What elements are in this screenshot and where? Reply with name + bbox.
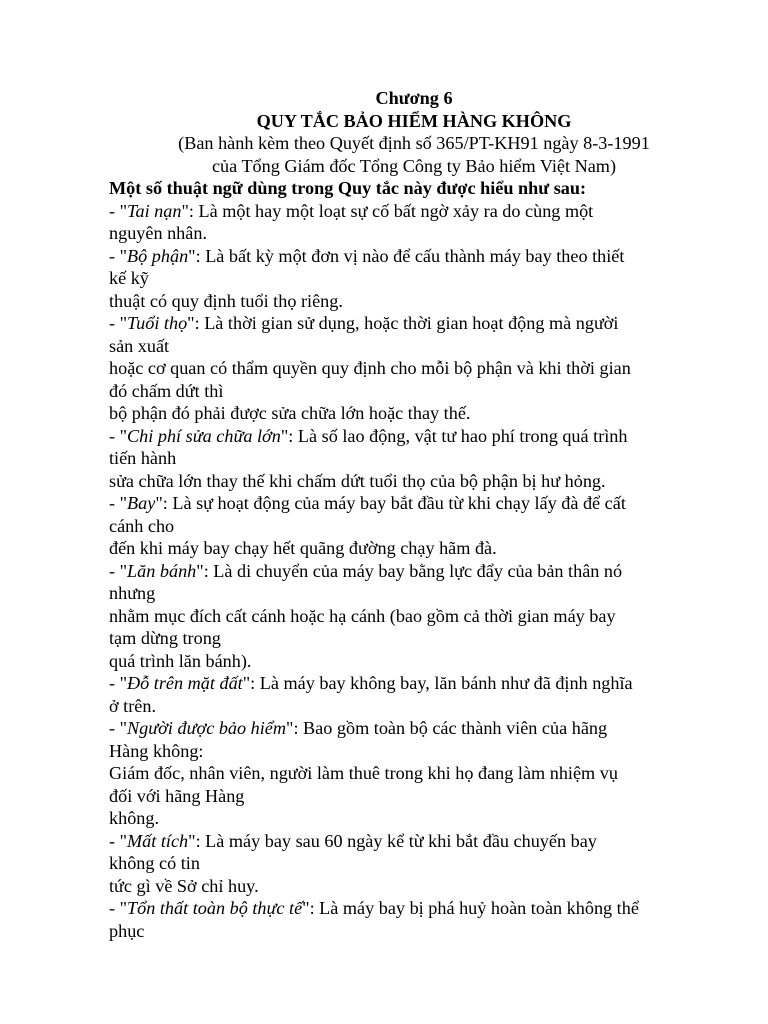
term-nguoi-duoc-bao-hiem: Người được bảo hiểm — [127, 718, 287, 738]
term-chi-phi-sua-chua-lon: Chi phí sửa chữa lớn — [127, 425, 281, 446]
term-bay: Bay — [127, 493, 156, 513]
definition-text: tức gì về Sở chỉ huy. — [109, 875, 259, 896]
definition-text: đó chấm dứt thì — [109, 380, 224, 401]
definition-mat-tich: - "Mất tích": Là máy bay sau 60 ngày kể từ khi bắt đầu chuyến bay — [109, 830, 597, 851]
definition-text: quá trình lăn bánh). — [109, 650, 252, 671]
definition-text: tạm dừng trong — [109, 628, 221, 648]
definition-text: ": Là số lao động, vật tư hao phí trong quá trình — [280, 425, 628, 446]
definition-text: đối với hãng Hàng — [109, 785, 245, 806]
definition-lan-banh: - "Lăn bánh": Là di chuyển của máy bay bằng lực đẩy của bản thân nó — [109, 560, 623, 581]
definition-text: ": Là máy bay không bay, lăn bánh như đã định nghĩa — [242, 673, 633, 693]
definition-text: sửa chữa lớn thay thế khi chấm dứt tuổi thọ của bộ phận bị hư hỏng. — [109, 470, 606, 491]
term-mat-tich: Mất tích — [127, 830, 189, 851]
definition-text: cánh cho — [109, 515, 175, 536]
definition-text: ": Bao gồm toàn bộ các thành viên của hãng — [286, 718, 608, 738]
definition-ton-that-toan-bo-thuc-te: - "Tổn thất toàn bộ thực tế": Là máy bay bị phá huỷ hoàn toàn không thể — [109, 898, 639, 918]
definition-text: hoặc cơ quan có thẩm quyền quy định cho mỗi bộ phận và khi thời gian — [109, 358, 631, 378]
definition-bay: - "Bay": Là sự hoạt động của máy bay bắt đầu từ khi chạy lấy đà để cất — [109, 493, 626, 513]
definition-text: nhằm mục đích cất cánh hoặc hạ cánh (bao gồm cả thời gian máy bay — [109, 605, 616, 626]
definition-text: ": Là bất kỳ một đơn vị nào để cấu thành máy bay theo thiết — [188, 245, 625, 266]
definition-text: Hàng không: — [109, 740, 204, 761]
definition-text: thuật có quy định tuổi thọ riêng. — [109, 290, 343, 311]
subtitle-line-1: (Ban hành kèm theo Quyết định số 365/PT-KH91 ngày 8-3-1991 — [178, 133, 650, 153]
definition-text: phục — [109, 920, 145, 941]
intro-sentence: Một số thuật ngữ dùng trong Quy tắc này được hiểu như sau: — [109, 178, 587, 198]
definition-text: ": Là một hay một loạt sự cố bất ngờ xảy ra do cùng một — [181, 200, 594, 221]
definition-text: Giám đốc, nhân viên, người làm thuê trong khi họ đang làm nhiệm vụ — [109, 763, 618, 783]
definition-text: đến khi máy bay chạy hết quãng đường chạy hãm đà. — [109, 538, 497, 558]
definition-tai-nan: - "Tai nạn": Là một hay một loạt sự cố bất ngờ xảy ra do cùng một — [109, 200, 594, 221]
definition-text: nhưng — [109, 583, 156, 603]
definition-text: ở trên. — [109, 695, 156, 716]
definition-text: kế kỹ — [109, 268, 149, 288]
definition-text: tiến hành — [109, 448, 177, 468]
definition-text: ": Là thời gian sử dụng, hoặc thời gian hoạt động mà người — [187, 313, 619, 333]
term-bo-phan: Bộ phận — [127, 245, 189, 266]
definition-text: ": Là máy bay sau 60 ngày kể từ khi bắt đầu chuyến bay — [188, 830, 597, 851]
definition-do-tren-mat-dat: - "Đỗ trên mặt đất": Là máy bay không bay, lăn bánh như đã định nghĩa — [109, 673, 633, 693]
definition-text: bộ phận đó phải được sửa chữa lớn hoặc thay thế. — [109, 403, 471, 423]
definition-text: ": Là di chuyển của máy bay bằng lực đẩy của bản thân nó — [196, 560, 623, 581]
definition-text: ": Là sự hoạt động của máy bay bắt đầu từ khi chạy lấy đà để cất — [155, 493, 626, 513]
document-title: QUY TẮC BẢO HIỂM HÀNG KHÔNG — [256, 110, 572, 131]
chapter-heading: Chương 6 — [375, 88, 453, 108]
definition-text: ": Là máy bay bị phá huỷ hoàn toàn không thể — [302, 898, 639, 918]
term-tuoi-tho: Tuổi thọ — [127, 313, 188, 333]
definition-text: sản xuất — [109, 335, 170, 356]
definition-chi-phi-sua-chua-lon: - "Chi phí sửa chữa lớn": Là số lao động, vật tư hao phí trong quá trình — [109, 425, 628, 446]
term-do-tren-mat-dat: Đỗ trên mặt đất — [127, 673, 243, 693]
document-page — [109, 87, 719, 942]
definition-text: không. — [109, 808, 160, 828]
definition-bo-phan: - "Bộ phận": Là bất kỳ một đơn vị nào để cấu thành máy bay theo thiết — [109, 245, 625, 266]
subtitle-line-2: của Tổng Giám đốc Tổng Công ty Bảo hiểm Việt Nam) — [211, 155, 617, 176]
definition-nguoi-duoc-bao-hiem: - "Người được bảo hiểm": Bao gồm toàn bộ các thành viên của hãng — [109, 718, 608, 738]
term-ton-that-toan-bo-thuc-te: Tổn thất toàn bộ thực tế — [127, 898, 303, 918]
definition-text: nguyên nhân. — [109, 223, 207, 243]
definition-tuoi-tho: - "Tuổi thọ": Là thời gian sử dụng, hoặc thời gian hoạt động mà người — [109, 313, 619, 333]
definition-text: không có tin — [109, 853, 200, 873]
term-lan-banh: Lăn bánh — [127, 560, 197, 581]
term-tai-nan: Tai nạn — [127, 200, 182, 221]
